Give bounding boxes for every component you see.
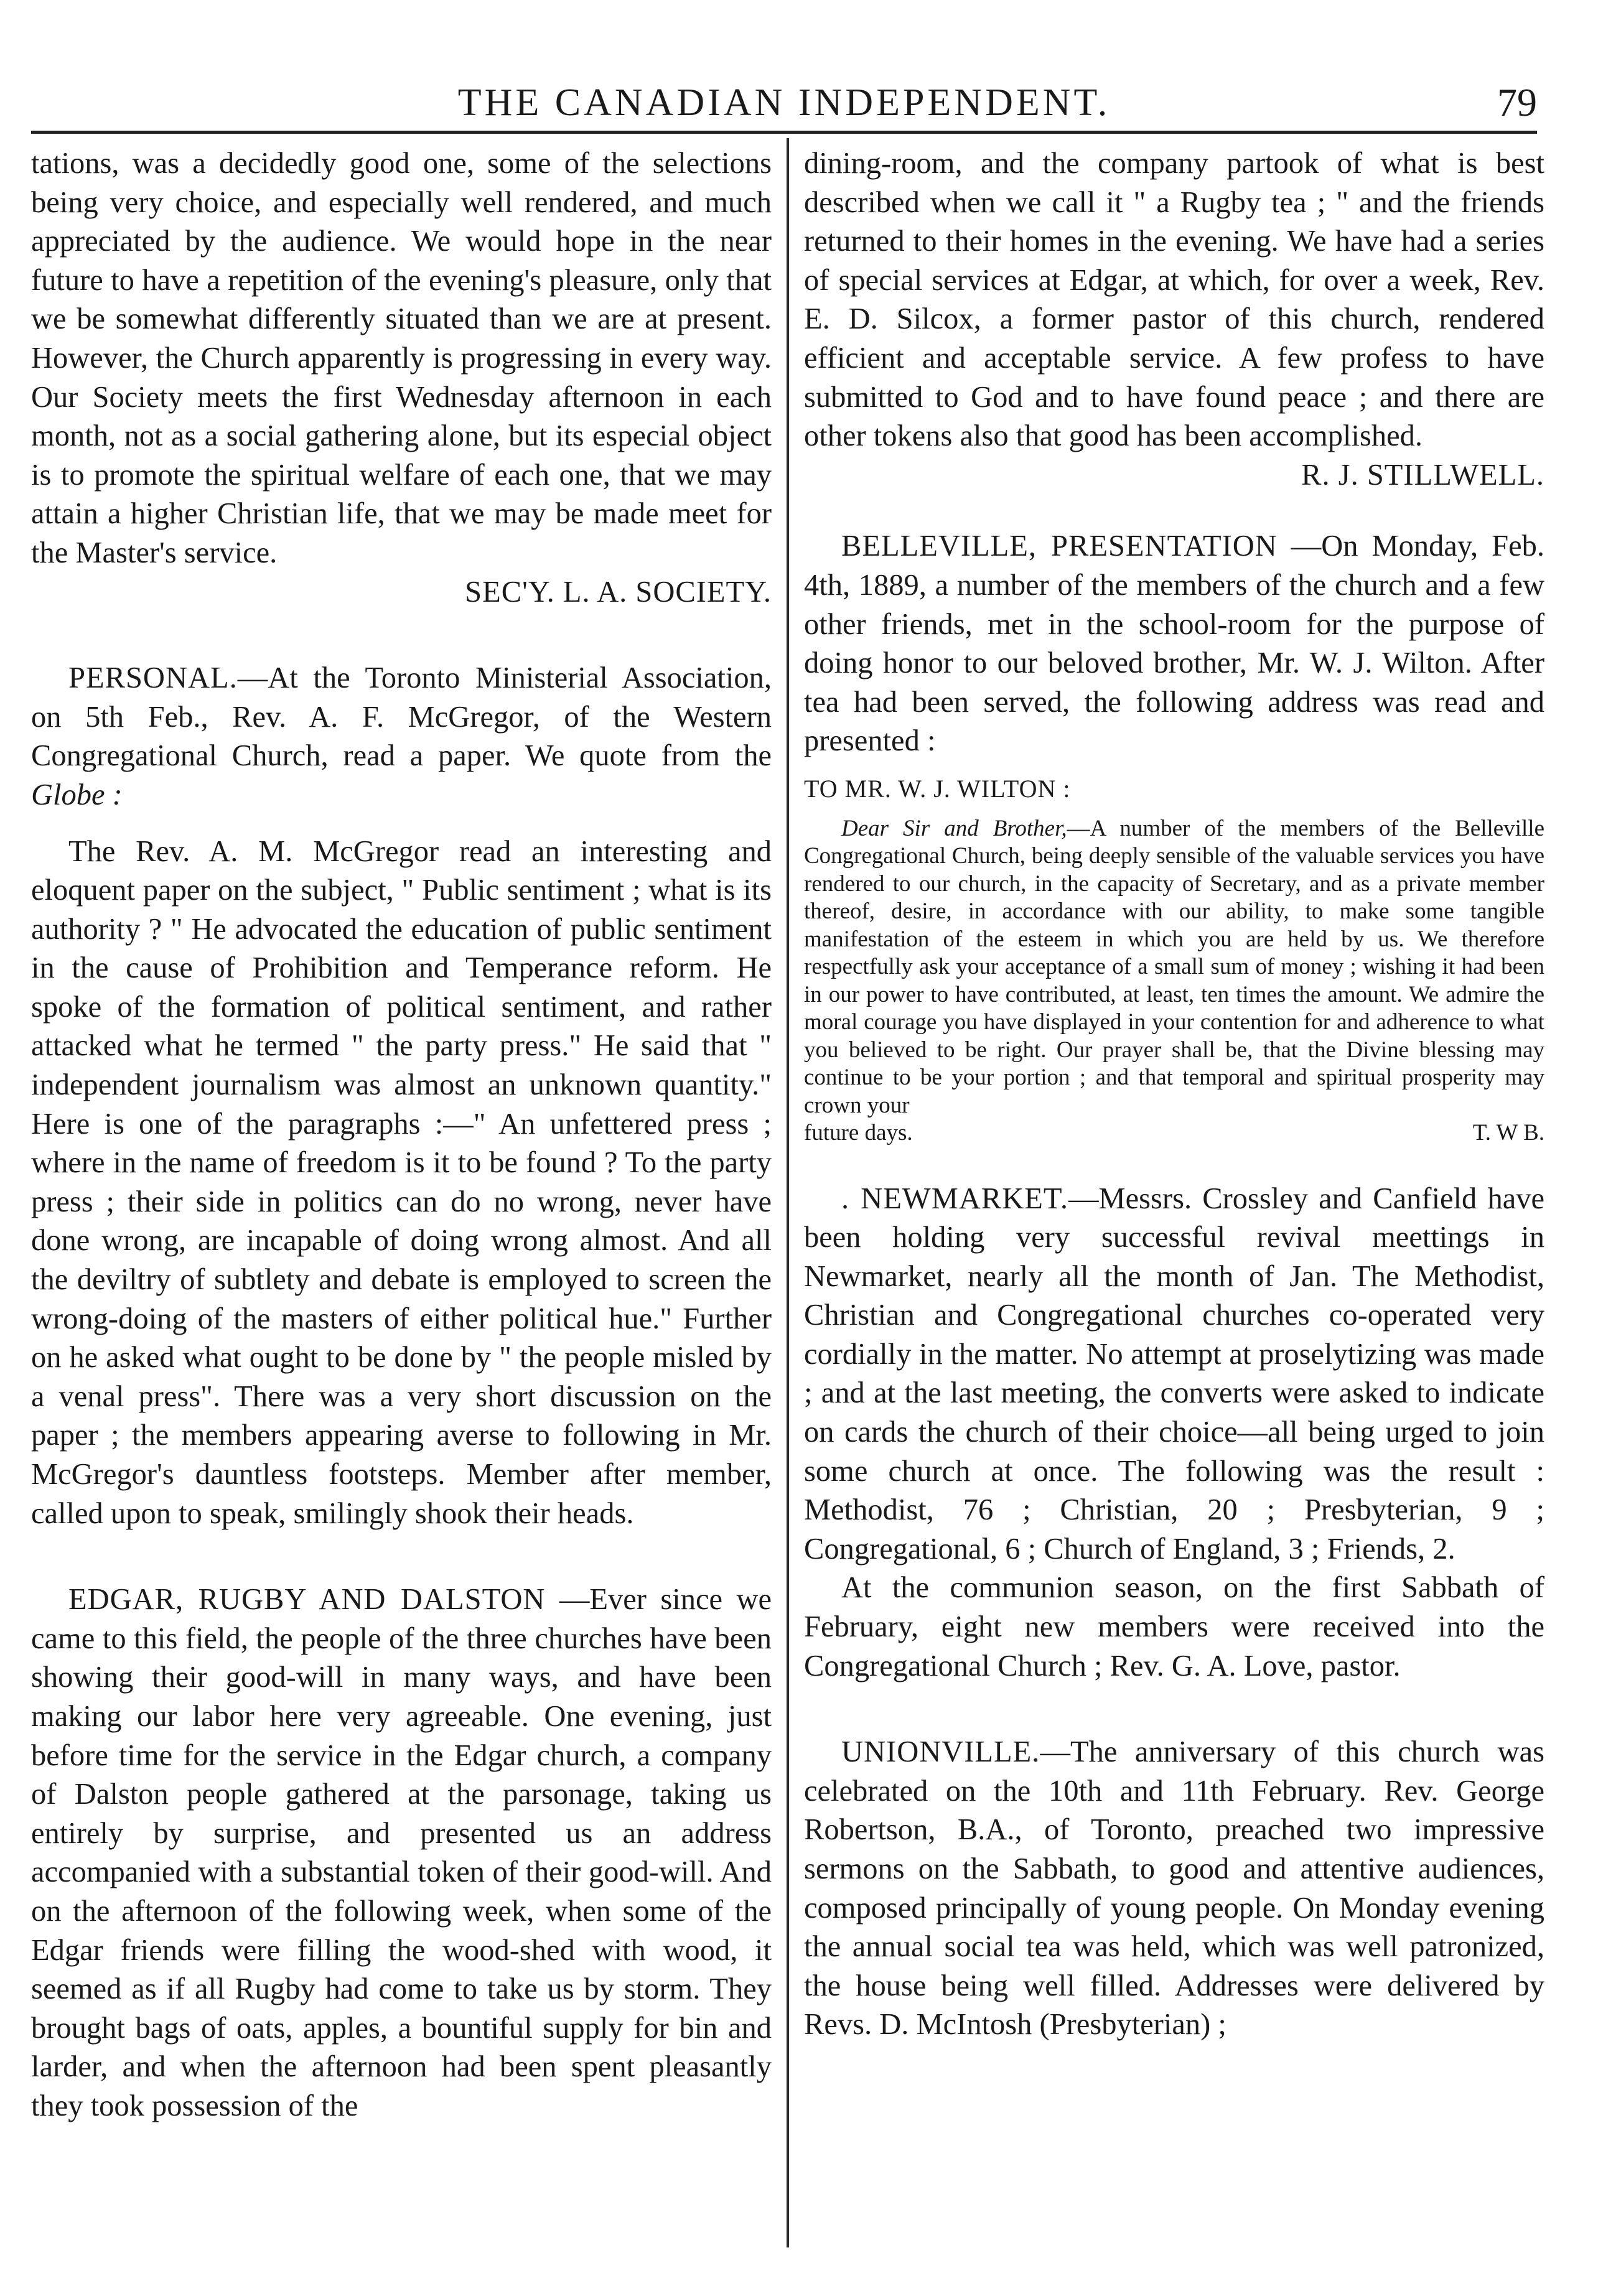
letter-salutation: Dear Sir and Brother, bbox=[841, 815, 1067, 841]
personal-heading: PERSONAL. bbox=[68, 661, 238, 695]
personal-paragraph bbox=[31, 659, 772, 814]
letter-signature: T. W B. bbox=[1472, 1120, 1544, 1146]
publication-title: THE CANADIAN INDEPENDENT. bbox=[457, 82, 1111, 124]
page-number: 79 bbox=[1497, 80, 1537, 124]
society-signature: SEC'Y. L. A. SOCIETY. bbox=[465, 575, 772, 609]
society-report-paragraph: tations, was a decidedly good one, some of the selections being very choice, and especially well rendered, and much appreciated by the audience. We would hope in the near future to have a repetition of the evening's pleasure, only that we be somewhat differently situated than we are at present. However, the Church apparently is progressing in every way. Our Society meets the first Wednesday afternoon in each month, not as a social gathering alone, but its especial object is to promote the spiritual welfare of each one, that we may attain a higher Christian life, that we may be made meet for the Master's service. bbox=[31, 147, 772, 569]
newmarket-heading: . NEWMARKET. bbox=[841, 1182, 1069, 1215]
edgar-heading: EDGAR, RUGBY AND DALSTON bbox=[68, 1583, 546, 1617]
header-rule bbox=[31, 131, 1537, 134]
belleville-paragraph bbox=[804, 527, 1544, 761]
column-divider bbox=[787, 138, 789, 2247]
unionville-text: —The anniversary of this church was celebrated on the 10th and 11th February. Rev. George Robertson, B.A., of Toronto, preached two impressive sermons on the Sabbath, to good and attentive audiences, composed principally of young people. On Monday evening the annual social tea was held, which was well patronized, the house being well filled. Addresses were delivered by Revs. D. McIntosh (Presbyterian) ; bbox=[804, 1735, 1544, 2042]
belleville-heading: BELLEVILLE, PRESENTATION bbox=[841, 530, 1278, 563]
globe-reference: Globe : bbox=[31, 778, 123, 811]
newmarket-paragraph bbox=[804, 1180, 1544, 1569]
unionville-heading: UNIONVILLE. bbox=[841, 1735, 1040, 1769]
page-header bbox=[31, 75, 1537, 131]
address-to-line: TO MR. W. J. WILTON : bbox=[804, 774, 1071, 803]
letter-closing bbox=[804, 1119, 1544, 1147]
belleville-text: —On Monday, Feb. 4th, 1889, a number of the members of the church and a few other friends, met in the school-room for the purpose of doing honor to our beloved brother, Mr. W. J. Wilton. After tea had been served, the following address was read and presented : bbox=[804, 530, 1544, 758]
edgar-paragraph bbox=[31, 1580, 772, 2126]
left-column bbox=[31, 144, 772, 2126]
address-letter bbox=[804, 815, 1544, 1120]
unionville-paragraph bbox=[804, 1733, 1544, 2045]
personal-text: —At the Toronto Ministerial Association, on 5th Feb., Rev. A. F. McGregor, of the Western Congregational Church, read a paper. We quote from the bbox=[31, 661, 772, 773]
letter-body: —A number of the members of the Belleville Congregational Church, being deeply sensible of the valuable services you have rendered to our church, in the capacity of Secretary, and as a private member thereof, desire, in accordance with our ability, to make some tangible manifestation of the esteem in which you are held by us. We therefore respectfully ask your acceptance of a small sum of money ; wishing it had been in our power to have contributed, at least, ten times the amount. We admire the moral courage you have displayed in your contention for and adherence to what you believed to be right. Our prayer shall be, that the Divine blessing may continue to be your portion ; and that temporal and spiritual prosperity may crown your bbox=[804, 815, 1544, 1118]
edgar-continued-paragraph: dining-room, and the company partook of what is best described when we call it " a Rugby tea ; " and the friends returned to their homes in the evening. We have had a series of special services at Edgar, at which, for over a week, Rev. E. D. Silcox, a former pastor of this church, rendered efficient and acceptable service. A few profess to have submitted to God and to have found peace ; and there are other tokens also that good has been accomplished. bbox=[804, 147, 1544, 453]
newmarket-text: —Messrs. Crossley and Canfield have been holding very successful revival meettings in Newmarket, nearly all the month of Jan. The Methodist, Christian and Congregational churches co-operated very cordially in the matter. No attempt at proselytizing was made ; and at the last meeting, the converts were asked to indicate on cards the church of their choice—all being urged to join some church at once. The following was the result : Methodist, 76 ; Christian, 20 ; Presbyterian, 9 ; Congregational, 6 ; Church of England, 3 ; Friends, 2. bbox=[804, 1182, 1544, 1566]
newmarket-communion-paragraph: At the communion season, on the first Sabbath of February, eight new members were received into the Congregational Church ; Rev. G. A. Love, pastor. bbox=[804, 1571, 1544, 1682]
letter-end: future days. bbox=[804, 1120, 913, 1146]
right-column bbox=[804, 144, 1544, 2045]
stillwell-signature: R. J. STILLWELL. bbox=[1301, 458, 1544, 492]
globe-quote-paragraph: The Rev. A. M. McGregor read an interesting and eloquent paper on the subject, " Public sentiment ; what is its authority ? " He advocated the education of public sentiment in the cause of Prohibition and Temperance reform. He spoke of the formation of political sentiment, and rather attacked what he termed " the party press." He said that " independent journalism was almost an unknown quantity." Here is one of the paragraphs :—" An unfettered press ; where in the name of freedom is it to be found ? To the party press ; their side in politics can do no wrong, never have done wrong, are incapable of doing wrong almost. And all the deviltry of subtlety and debate is employed to screen the wrong-doing of the masters of either political hue." Further on he asked what ought to be done by " the people misled by a venal press". There was a very short discussion on the paper ; the members appearing averse to following in Mr. McGregor's dauntless footsteps. Member after member, called upon to speak, smilingly shook their heads. bbox=[31, 834, 772, 1530]
edgar-text: —Ever since we came to this field, the people of the three churches have been showing their good-will in many ways, and have been making our labor here very agreeable. One evening, just before time for the service in the Edgar church, a company of Dalston people gathered at the parsonage, taking us entirely by surprise, and presented us an address accompanied with a substantial token of their good-will. And on the afternoon of the following week, when some of the Edgar friends were filling the wood-shed with wood, it seemed as if all Rugby had come to take us by storm. They brought bags of oats, apples, a bountiful supply for bin and larder, and when the afternoon had been spent pleasantly they took possession of the bbox=[31, 1583, 772, 2122]
